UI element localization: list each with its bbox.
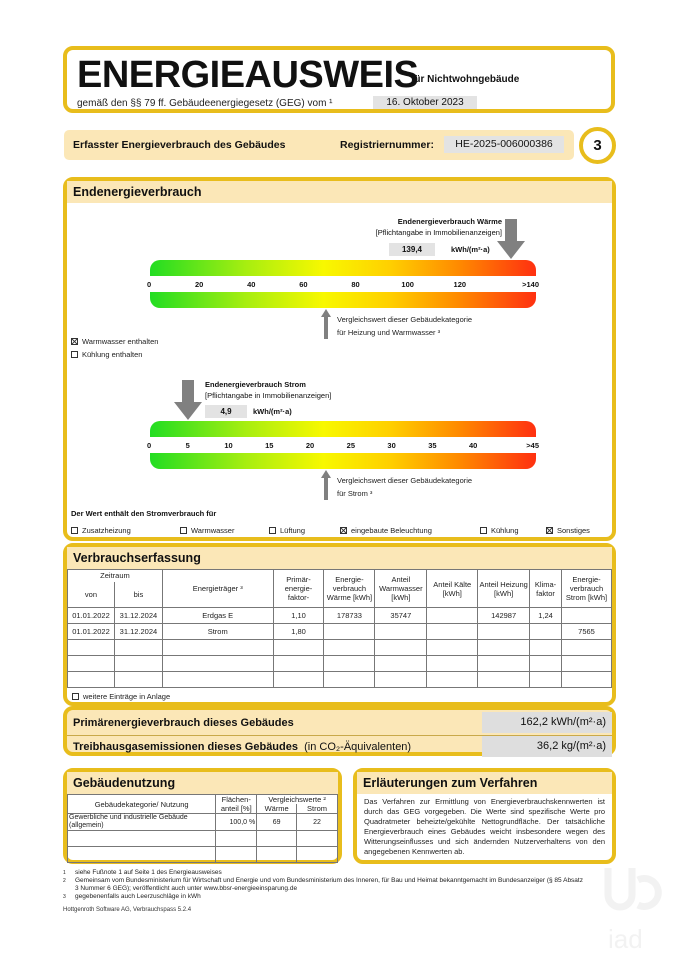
checkbox-kuehlung-enthalten[interactable]: Kühlung enthalten xyxy=(71,350,142,359)
checkbox-weitere-eintraege[interactable]: weitere Einträge in Anlage xyxy=(67,688,612,705)
svg-text:iad: iad xyxy=(608,924,643,954)
checkbox-checked-icon xyxy=(546,527,553,534)
section-heading: Erläuterungen zum Verfahren xyxy=(357,772,612,794)
checkbox-empty-icon xyxy=(269,527,276,534)
title-box xyxy=(63,46,615,113)
table-row xyxy=(68,672,612,688)
waerme-note: [Pflichtangabe in Immobilienanzeigen] xyxy=(375,228,502,237)
endenergie-section xyxy=(63,177,616,541)
table-header-row: Gebäudekategorie/ Nutzung Flächen- anteil [%] Vergleichswerte ² xyxy=(68,795,338,805)
document-subtitle: für Nichtwohngebäude xyxy=(411,74,520,85)
verbrauchserfassung-section xyxy=(63,543,616,706)
strom-label-block xyxy=(205,380,331,400)
strom-unit: kWh/(m²·a) xyxy=(253,407,292,416)
table-row xyxy=(68,831,338,847)
table-row xyxy=(68,640,612,656)
waerme-label-block xyxy=(337,217,502,237)
strom-value-arrow-icon xyxy=(174,380,202,420)
checkbox-sonstiges[interactable]: Sonstiges xyxy=(546,526,590,535)
legal-basis: gemäß den §§ 79 ff. Gebäudeenergiegesetz (GEG) vom ¹ xyxy=(77,98,333,109)
table-subheader-row: Wärme Strom xyxy=(68,804,338,814)
registry-label: Registriernummer: xyxy=(340,139,434,151)
checkbox-kuehlung[interactable]: Kühlung xyxy=(480,526,519,535)
checkbox-warmwasser[interactable]: Warmwasser xyxy=(180,526,234,535)
consumption-table xyxy=(67,569,612,688)
software-credit: Hottgenroth Software AG, Verbrauchspass 5.2.4 xyxy=(63,907,192,913)
footnotes xyxy=(63,869,583,901)
ghg-value: 36,2 kg/(m²·a) xyxy=(482,736,612,757)
primary-energy-value: 162,2 kWh/(m²·a) xyxy=(482,712,612,733)
waerme-value-arrow-icon xyxy=(497,219,525,259)
table-row: Gewerbliche und industrielle Gebäude (allgemein) 100,0 % 69 22 xyxy=(68,814,338,831)
footnote: 1 siehe Fußnote 1 auf Seite 1 des Energieausweises xyxy=(63,869,222,876)
waerme-scale-ticks: 0 20 40 60 80 100 120 >140 xyxy=(147,280,539,289)
table-row xyxy=(68,656,612,672)
checkbox-lueftung[interactable]: Lüftung xyxy=(269,526,305,535)
table-row: 01.01.2022 31.12.2024 Strom 1,80 7565 xyxy=(68,624,612,640)
gebaeudenutzung-section xyxy=(63,768,342,864)
waerme-value: 139,4 xyxy=(389,243,435,256)
strom-value: 4,9 xyxy=(205,405,247,418)
legal-date: 16. Oktober 2023 xyxy=(373,96,477,109)
erlaeuterungen-text: Das Verfahren zur Ermittlung von Energieverbrauchskennwerten ist durch das GEG vorgegeben. Die Werte sind spezifische Werte pro Quadratmeter beheizte/gekühlte Nettogrundfläche. Der tatsächliche Energieverbrauch eines Gebäudes weicht insbesondere wegen des Witterungseinflusses und sich ändernden Nutzerverhaltens von den angegebenen Kennwerten ab. xyxy=(364,797,605,856)
waerme-comparison-arrow-icon xyxy=(321,309,331,339)
waerme-scale-bar-top xyxy=(150,260,536,276)
waerme-scale-bar-bottom xyxy=(150,292,536,308)
checkbox-checked-icon xyxy=(71,338,78,345)
checkbox-empty-icon xyxy=(71,527,78,534)
waerme-unit: kWh/(m²·a) xyxy=(451,245,490,254)
section-heading: Verbrauchserfassung xyxy=(67,547,612,569)
checkbox-checked-icon xyxy=(340,527,347,534)
band-label: Erfasster Energieverbrauch des Gebäudes xyxy=(73,139,286,151)
strom-scale-bar-bottom xyxy=(150,453,536,469)
section-heading: Endenergieverbrauch xyxy=(67,181,612,203)
strom-scale-bar-top xyxy=(150,421,536,437)
checkbox-zusatzheizung[interactable]: Zusatzheizung xyxy=(71,526,131,535)
checkbox-warmwasser-enthalten[interactable]: Warmwasser enthalten xyxy=(71,337,158,346)
strom-comparison-arrow-icon xyxy=(321,470,331,500)
ghg-label: Treibhausgasemissionen dieses Gebäudes (in CO₂-Äquivalenten) xyxy=(73,741,412,753)
table-header-row: Zeitraum Energieträger ³ Primär- energie- faktor- Energie- verbrauch Wärme [kWh] Anteil Warmwasser [kWh] Anteil Kälte [kWh] Anteil Heizung [kWh] Klima- faktor Energie- verbrauch Strom [kWh] xyxy=(68,570,612,582)
document-title: ENERGIEAUSWEIS xyxy=(77,54,419,96)
usage-table xyxy=(67,794,338,863)
table-subheader-row: von bis xyxy=(68,582,612,608)
strom-scale-ticks: 0 5 10 15 20 25 30 35 40 >45 xyxy=(147,441,539,450)
strom-title: Endenergieverbrauch Strom xyxy=(205,380,306,389)
erlaeuterungen-section xyxy=(353,768,616,864)
footnote: 3 gegebenenfalls auch Leerzuschläge in kWh xyxy=(63,893,201,900)
footnote: 2 Gemeinsam vom Bundesministerium für Wirtschaft und Energie und vom Bundesministerium des Inneren, für Bau und Heimat bekanntgemacht im Bundesanzeiger (§ 85 Absatz 3 Nummer 6 GEG); veröffentlicht auch unter www.bbsr-energieeinsparung.de xyxy=(63,877,583,892)
strom-includes-label: Der Wert enthält den Stromverbrauch für xyxy=(71,509,217,518)
waerme-title: Endenergieverbrauch Wärme xyxy=(397,217,502,226)
checkbox-empty-icon xyxy=(71,351,78,358)
page-number-badge: 3 xyxy=(579,127,616,164)
waerme-comparison-label: Vergleichswert dieser Gebäudekategorie für Heizung und Warmwasser ³ xyxy=(337,315,473,337)
summary-section xyxy=(63,706,616,756)
ghg-row xyxy=(67,735,612,756)
checkbox-eingebaute-beleuchtung[interactable]: eingebaute Beleuchtung xyxy=(340,526,432,535)
primary-energy-row xyxy=(67,712,612,733)
checkbox-empty-icon xyxy=(480,527,487,534)
section-band xyxy=(64,130,574,160)
checkbox-empty-icon xyxy=(180,527,187,534)
table-row xyxy=(68,847,338,863)
primary-energy-label: Primärenergieverbrauch dieses Gebäudes xyxy=(73,717,294,729)
section-heading: Gebäudenutzung xyxy=(67,772,338,794)
table-row: 01.01.2022 31.12.2024 Erdgas E 1,10 178733 35747 142987 1,24 xyxy=(68,608,612,624)
strom-comparison-label: Vergleichswert dieser Gebäudekategorie für Strom ³ xyxy=(337,476,473,498)
strom-note: [Pflichtangabe in Immobilienanzeigen] xyxy=(205,391,332,400)
checkbox-empty-icon xyxy=(72,693,79,700)
iad-watermark-logo-icon xyxy=(598,860,678,955)
registry-number: HE-2025-006000386 xyxy=(444,136,564,153)
